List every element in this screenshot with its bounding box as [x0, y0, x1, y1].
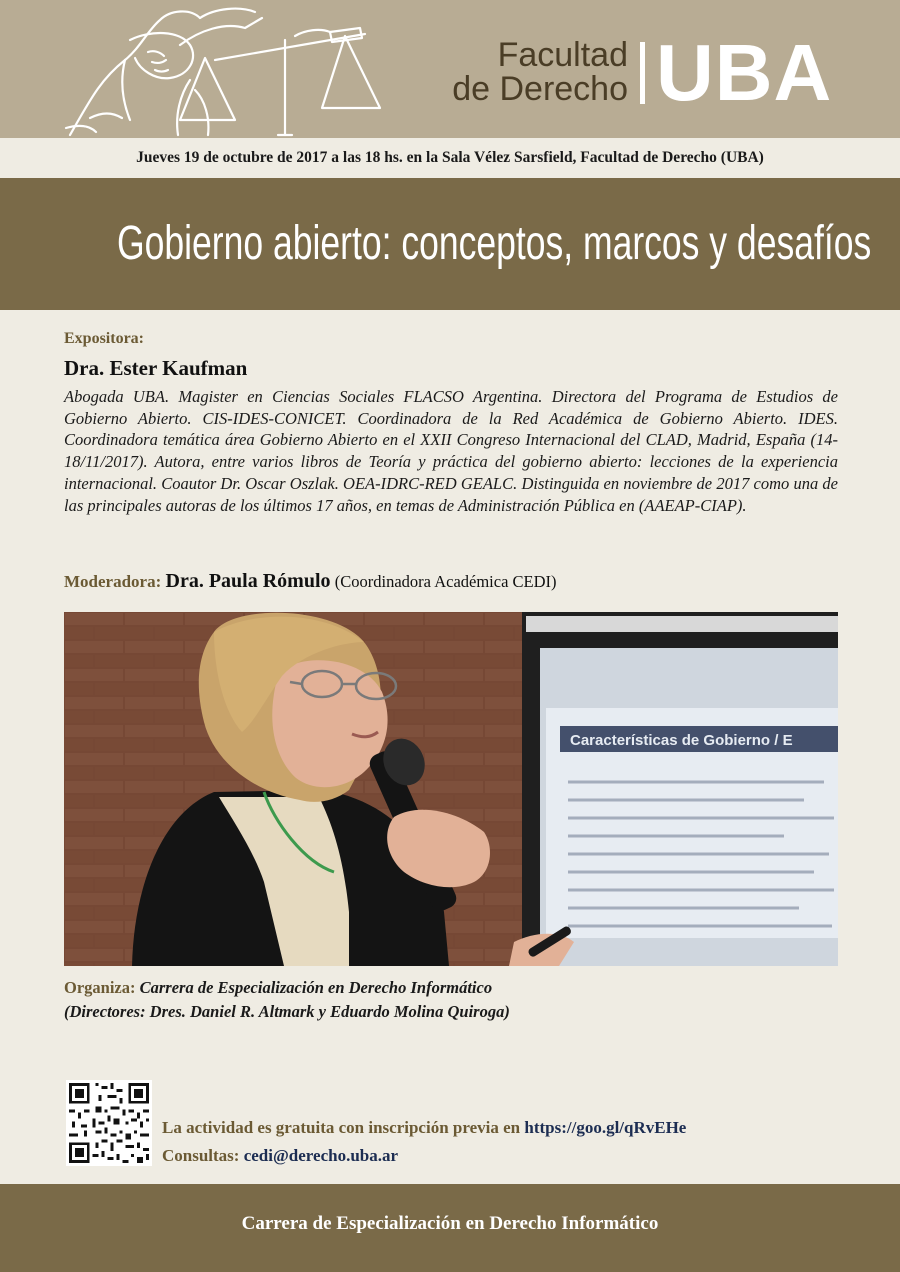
- moderator-line: [64, 570, 838, 593]
- speaker-bio: Abogada UBA. Magister en Ciencias Sociales FLACSO Argentina. Directora del Programa de Estudios de Gobierno Abierto. CIS-IDES-CONICET. Coordinadora de la Red Académica de Gobierno Abierto. IDES. Coordinadora temática área Gobierno Abierto en el XXII Congreso Internacional del CLAD, Madrid, España (14-18/11/2017). Autora, entre varios libros de Teoría y práctica del gobierno abierto: lecciones de la experiencia internacional. Coautor Dr. Oscar Oszlak. OEA-IDRC-RED GEALC. Distinguida en noviembre de 2017 como una de las principales autoras de los últimos 17 años, en temas de Administración Pública en (AAEAP-CIAP).: [64, 387, 838, 515]
- moderator-role: (Coordinadora Académica CEDI): [334, 572, 557, 591]
- registration-link[interactable]: https://goo.gl/qRvEHe: [524, 1118, 687, 1137]
- slide-title: Características de Gobierno / E: [570, 732, 793, 749]
- contact-label: Consultas:: [162, 1146, 240, 1165]
- faculty-name-line2: de Derecho: [452, 70, 628, 108]
- registration-text: La actividad es gratuita con inscripción previa en: [162, 1118, 521, 1137]
- qr-code[interactable]: [66, 1080, 152, 1166]
- moderator-label: Moderadora:: [64, 572, 162, 591]
- contact-email-link[interactable]: cedi@derecho.uba.ar: [243, 1146, 399, 1165]
- faculty-name: [420, 38, 628, 106]
- footer-banner: [0, 1184, 900, 1272]
- organizer-name: Carrera de Especialización en Derecho Informático: [139, 978, 493, 997]
- registration-info: [162, 1114, 686, 1170]
- moderator-name: Dra. Paula Rómulo: [165, 570, 331, 592]
- registration-line: [162, 1114, 686, 1142]
- uba-logo: UBA: [656, 28, 833, 117]
- speaker-label: Expositora:: [64, 330, 144, 347]
- speaker-photo-illustration: [64, 612, 838, 966]
- speaker-name: Dra. Ester Kaufman: [64, 356, 248, 380]
- organizer-line: [64, 976, 838, 1000]
- footer-text: Carrera de Especialización en Derecho Informático: [241, 1213, 659, 1234]
- faculty-name-line1: Facultad: [497, 36, 628, 74]
- organizer-block: [64, 976, 838, 1024]
- event-date-line: Jueves 19 de octubre de 2017 a las 18 hs. en la Sala Vélez Sarsfield, Facultad de Derecho (UBA): [136, 149, 764, 166]
- header-banner: [0, 0, 900, 138]
- title-banner: [0, 178, 900, 310]
- logo-divider: [640, 42, 645, 104]
- organizer-label: Organiza:: [64, 978, 136, 997]
- event-title: Gobierno abierto: conceptos, marcos y desafíos: [117, 217, 872, 270]
- contact-line: [162, 1142, 686, 1170]
- justice-statue-illustration: [30, 0, 400, 138]
- organizer-directors: (Directores: Dres. Daniel R. Altmark y Eduardo Molina Quiroga): [64, 1002, 510, 1021]
- speaker-photo: [64, 612, 838, 966]
